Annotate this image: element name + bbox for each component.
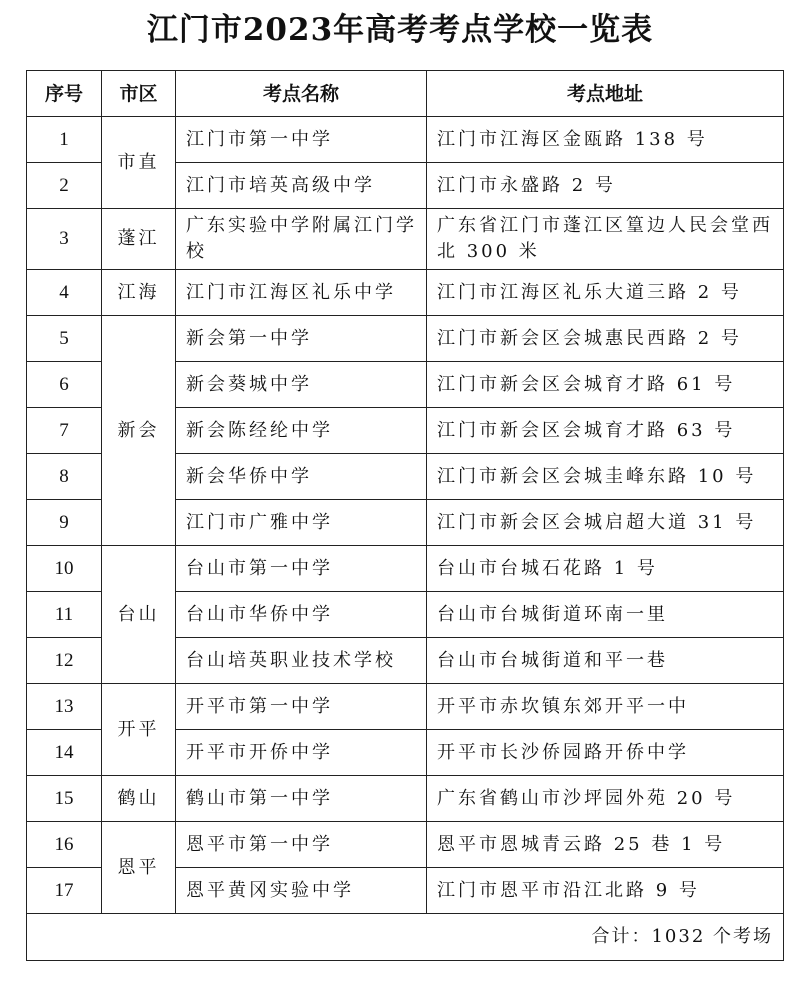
site-address: 江门市永盛路 2 号: [427, 163, 784, 209]
site-name: 江门市江海区礼乐中学: [176, 270, 427, 316]
header-name: 考点名称: [176, 71, 427, 117]
row-no: 5: [27, 316, 102, 362]
table-row: [27, 117, 784, 163]
row-no: 11: [27, 592, 102, 638]
total-row: [27, 914, 784, 961]
site-name: 台山市华侨中学: [176, 592, 427, 638]
site-name: 广东实验中学附属江门学校: [176, 209, 427, 270]
district-cell: 开平: [102, 684, 176, 776]
site-name: 台山培英职业技术学校: [176, 638, 427, 684]
table-row: [27, 209, 784, 270]
site-name: 新会华侨中学: [176, 454, 427, 500]
site-name: 开平市第一中学: [176, 684, 427, 730]
district-cell: 蓬江: [102, 209, 176, 270]
site-address: 江门市江海区礼乐大道三路 2 号: [427, 270, 784, 316]
table-row: [27, 776, 784, 822]
site-address: 江门市新会区会城启超大道 31 号: [427, 500, 784, 546]
district-cell: 江海: [102, 270, 176, 316]
site-address: 江门市恩平市沿江北路 9 号: [427, 868, 784, 914]
site-address: 江门市江海区金瓯路 138 号: [427, 117, 784, 163]
district-cell: 台山: [102, 546, 176, 684]
site-address: 恩平市恩城青云路 25 巷 1 号: [427, 822, 784, 868]
table-row: [27, 270, 784, 316]
row-no: 17: [27, 868, 102, 914]
table-row: [27, 546, 784, 592]
row-no: 9: [27, 500, 102, 546]
site-name: 新会陈经纶中学: [176, 408, 427, 454]
site-name: 江门市培英高级中学: [176, 163, 427, 209]
header-district: 市区: [102, 71, 176, 117]
district-cell: 恩平: [102, 822, 176, 914]
district-cell: 鹤山: [102, 776, 176, 822]
site-name: 台山市第一中学: [176, 546, 427, 592]
row-no: 12: [27, 638, 102, 684]
district-cell: 新会: [102, 316, 176, 546]
site-name: 恩平黄冈实验中学: [176, 868, 427, 914]
total-summary: 合计：1032 个考场: [27, 914, 784, 961]
row-no: 1: [27, 117, 102, 163]
site-address: 台山市台城街道环南一里: [427, 592, 784, 638]
site-address: 广东省鹤山市沙坪园外苑 20 号: [427, 776, 784, 822]
row-no: 16: [27, 822, 102, 868]
header-address: 考点地址: [427, 71, 784, 117]
table-row: [27, 316, 784, 362]
site-name: 江门市第一中学: [176, 117, 427, 163]
site-name: 新会葵城中学: [176, 362, 427, 408]
header-no: 序号: [27, 71, 102, 117]
row-no: 3: [27, 209, 102, 270]
page-title: 江门市2023年高考考点学校一览表: [146, 12, 654, 48]
exam-sites-table: [26, 70, 784, 961]
site-address: 开平市长沙侨园路开侨中学: [427, 730, 784, 776]
site-name: 江门市广雅中学: [176, 500, 427, 546]
district-cell: 市直: [102, 117, 176, 209]
site-address: 台山市台城街道和平一巷: [427, 638, 784, 684]
site-address: 江门市新会区会城育才路 61 号: [427, 362, 784, 408]
site-name: 新会第一中学: [176, 316, 427, 362]
row-no: 8: [27, 454, 102, 500]
site-name: 开平市开侨中学: [176, 730, 427, 776]
table-row: [27, 822, 784, 868]
site-address: 江门市新会区会城惠民西路 2 号: [427, 316, 784, 362]
site-address: 江门市新会区会城育才路 63 号: [427, 408, 784, 454]
site-address: 广东省江门市蓬江区篁边人民会堂西北 300 米: [427, 209, 784, 270]
table-row: [27, 684, 784, 730]
row-no: 6: [27, 362, 102, 408]
row-no: 7: [27, 408, 102, 454]
row-no: 10: [27, 546, 102, 592]
row-no: 13: [27, 684, 102, 730]
row-no: 15: [27, 776, 102, 822]
site-address: 开平市赤坎镇东郊开平一中: [427, 684, 784, 730]
row-no: 14: [27, 730, 102, 776]
site-address: 台山市台城石花路 1 号: [427, 546, 784, 592]
site-address: 江门市新会区会城圭峰东路 10 号: [427, 454, 784, 500]
row-no: 2: [27, 163, 102, 209]
table-header-row: [27, 71, 784, 117]
row-no: 4: [27, 270, 102, 316]
site-name: 恩平市第一中学: [176, 822, 427, 868]
site-name: 鹤山市第一中学: [176, 776, 427, 822]
